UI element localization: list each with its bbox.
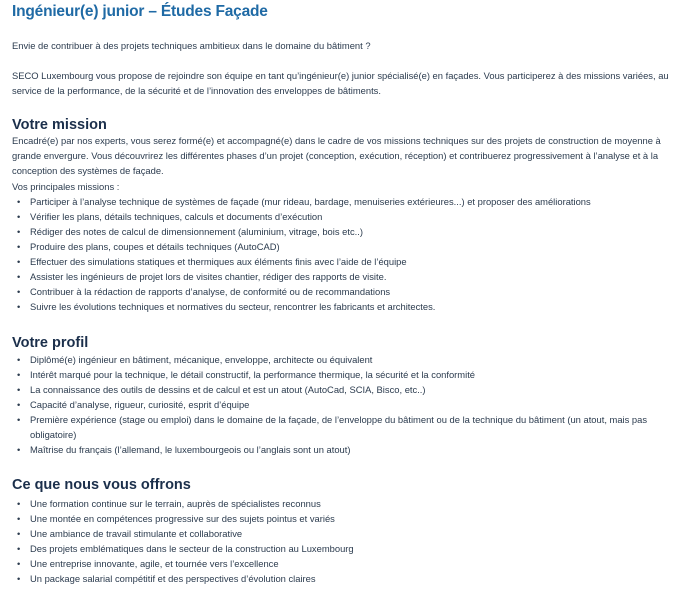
list-item: • Participer à l’analyse technique de systèmes de façade (mur rideau, bardage, menuiseries extérieures...) et proposer des améliorations: [12, 194, 684, 209]
list-item: • Une ambiance de travail stimulante et collaborative: [12, 526, 684, 541]
list-item: • Une entreprise innovante, agile, et tournée vers l’excellence: [12, 556, 684, 571]
list-item: • Produire des plans, coupes et détails techniques (AutoCAD): [12, 239, 684, 254]
list-item: • Assister les ingénieurs de projet lors de visites chantier, rédiger des rapports de visite.: [12, 269, 684, 284]
list-item: • Effectuer des simulations statiques et thermiques aux éléments finis avec l’aide de l’équipe: [12, 254, 684, 269]
list-item: • Première expérience (stage ou emploi) dans le domaine de la façade, de l’enveloppe du bâtiment ou de la technique du bâtiment (un atout, mais pas obligatoire): [12, 412, 684, 442]
list-item: • Capacité d’analyse, rigueur, curiosité, esprit d’équipe: [12, 397, 684, 412]
mission-heading: Votre mission: [12, 117, 107, 133]
list-item: • Suivre les évolutions techniques et normatives du secteur, rencontrer les fabricants et architectes.: [12, 299, 684, 314]
profile-list: [12, 352, 684, 457]
intro-question: Envie de contribuer à des projets techniques ambitieux dans le domaine du bâtiment ?: [12, 40, 371, 51]
list-item: • Maîtrise du français (l’allemand, le luxembourgeois ou l’anglais sont un atout): [12, 442, 684, 457]
profile-heading: Votre profil: [12, 335, 89, 351]
list-item: • La connaissance des outils de dessins et de calcul et est un atout (AutoCad, SCIA, Bisco, etc..): [12, 382, 684, 397]
list-item: • Un package salarial compétitif et des perspectives d’évolution claires: [12, 571, 684, 586]
list-item: • Une formation continue sur le terrain, auprès de spécialistes reconnus: [12, 496, 684, 511]
list-item: • Intérêt marqué pour la technique, le détail constructif, la performance thermique, la sécurité et la conformité: [12, 367, 684, 382]
mission-list-intro: Vos principales missions :: [12, 181, 120, 192]
list-item: • Diplômé(e) ingénieur en bâtiment, mécanique, enveloppe, architecte ou équivalent: [12, 352, 684, 367]
list-item: • Des projets emblématiques dans le secteur de la construction au Luxembourg: [12, 541, 684, 556]
mission-paragraph: Encadré(e) par nos experts, vous serez formé(e) et accompagné(e) dans le cadre de vos missions techniques sur des projets de construction de moyenne à grande envergure. Vous découvrirez les différentes phases d’un projet (conception, exécution, réception) et contribuerez progressivement à l’analyse et à la conception des systèmes de façade.: [12, 135, 661, 176]
job-title: Ingénieur(e) junior – Études Façade: [12, 3, 268, 20]
intro-paragraph: SECO Luxembourg vous propose de rejoindre son équipe en tant qu’ingénieur(e) junior spécialisé(e) en façades. Vous participerez à des missions variées, au service de la performance, de la sécurité et de l’innovation des enveloppes de bâtiments.: [12, 70, 669, 96]
list-item: • Une montée en compétences progressive sur des sujets pointus et variés: [12, 511, 684, 526]
offer-heading: Ce que nous vous offrons: [12, 477, 191, 493]
list-item: • Contribuer à la rédaction de rapports d’analyse, de conformité ou de recommandations: [12, 284, 684, 299]
list-item: • Vérifier les plans, détails techniques, calculs et documents d’exécution: [12, 209, 684, 224]
mission-list: [12, 194, 684, 314]
offer-list: [12, 496, 684, 586]
list-item: • Rédiger des notes de calcul de dimensionnement (aluminium, vitrage, bois etc..): [12, 224, 684, 239]
